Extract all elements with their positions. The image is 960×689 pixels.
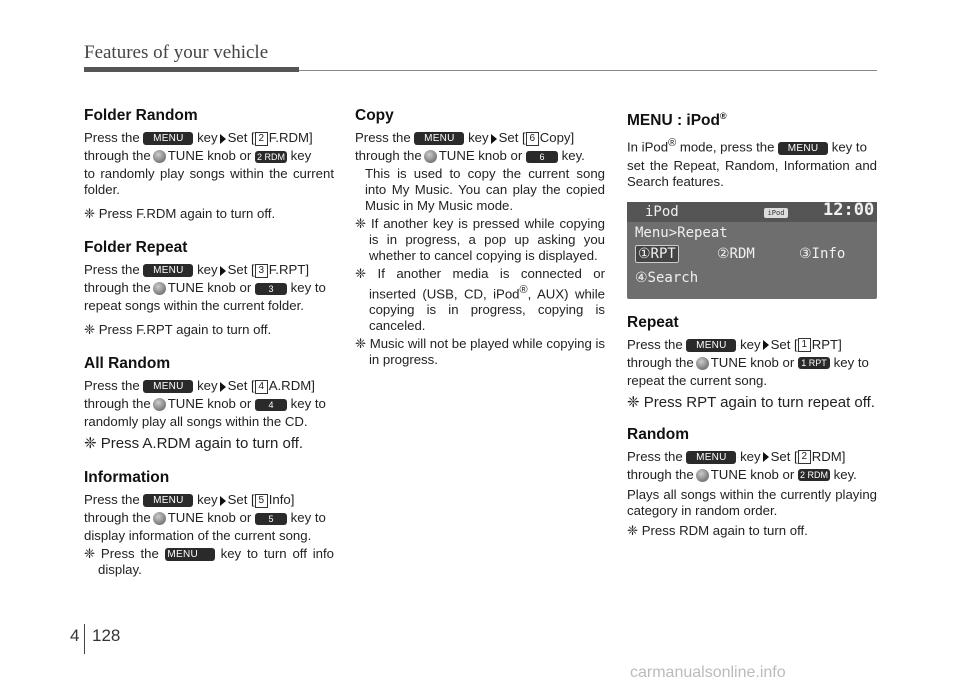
menu-key-badge: MENU [778,142,828,155]
section-repeat: Repeat Press the MENU key Set [ 1 RPT] through the TUNE knob or 1 RPT key to repeat the current song. ❈ Press RPT again to turn repeat off. [627,315,877,413]
menu-key-badge: MENU [165,548,215,561]
watermark: carmanualsonline.info [630,664,786,681]
screen-option-rdm: ②RDM [717,245,755,262]
key-3-badge: 3 [255,283,287,295]
section-menu-ipod: MENU : iPod® In iPod® mode, press the MENU key to set the Repeat, Random, Information and Search features. [627,108,877,190]
key-2-icon: 2 [255,132,268,146]
screen-option-search: ④Search [635,269,699,286]
arrow-right-icon [220,382,226,392]
heading-menu-ipod: MENU : iPod® [627,111,727,130]
arrow-right-icon [220,496,226,506]
tune-knob-icon [153,512,166,525]
key-5-icon: 5 [255,494,268,508]
column-left [84,108,334,588]
menu-key-badge: MENU [686,451,736,464]
key-6-icon: 6 [526,132,539,146]
tune-knob-icon [696,469,709,482]
tune-knob-icon [153,150,166,163]
page-number: 128 [92,626,121,645]
screen-menu-path: Menu>Repeat [635,224,728,241]
key-4-icon: 4 [255,380,268,394]
heading-information: Information [84,469,170,486]
section-information: Information Press the MENU key Set [ 5 Info] through the TUNE knob or 5 key to display information of the current song. ❈ Press the MENU key to turn off info display. [84,469,334,577]
key-1-icon: 1 [798,338,811,352]
heading-random: Random [627,425,689,443]
rdm-2-key-badge: 2 RDM [799,470,828,481]
arrow-right-icon [763,340,769,350]
key-4-badge: 4 [255,399,287,411]
heading-folder-repeat: Folder Repeat [84,239,188,256]
page-header-title: Features of your vehicle [84,42,269,63]
ipod-menu-screen [627,199,877,299]
tune-knob-icon [153,398,166,411]
key-5-badge: 5 [255,513,287,525]
tune-knob-icon [424,150,437,163]
key-6-badge: 6 [526,151,558,163]
page-number-divider [84,624,85,654]
key-3-icon: 3 [255,264,268,278]
screen-clock: 12:00 [823,199,875,220]
section-all-random: All Random Press the MENU key Set [ 4 A.RDM] through the TUNE knob or 4 key to randomly play all songs within the CD. ❈ Press A.RDM again to turn off. [84,356,334,454]
menu-key-badge: MENU [143,380,193,393]
header-line [299,70,877,71]
menu-key-badge: MENU [143,264,193,277]
screen-mode-label: iPod [645,203,679,220]
arrow-right-icon [220,266,226,276]
section-folder-random: Folder Random Press the MENU key Set [ 2 F.RDM] through the TUNE knob or 2 RDM key to randomly play songs within the current folder. ❈ Press F.RDM again to turn off. [84,107,334,221]
tune-knob-icon [153,282,166,295]
section-folder-repeat: Folder Repeat Press the MENU key Set [ 3 F.RPT] through the TUNE knob or 3 key to repeat songs within the current folder. ❈ Press F.RPT again to turn off. [84,240,334,338]
heading-repeat: Repeat [627,313,679,331]
section-copy: Copy Press the MENU key Set [ 6 Copy] through the TUNE knob or 6 key. This is used to copy the current song into My Music. You can play the copied Music in My Music mode. ❈ If another key is pressed while copying is in progress, a pop up asking you whether to cancel copying is displayed. ❈ If another media is connected or inserted (USB, CD, iPod®, AUX) while copying is in progress, copying is canceled. ❈ Music will not be played while copying is in progress. [355,107,606,368]
menu-key-badge: MENU [414,132,464,145]
menu-key-badge: MENU [143,494,193,507]
menu-key-badge: MENU [686,339,736,352]
ipod-logo: iPod [764,208,788,218]
tune-knob-icon [696,357,709,370]
menu-key-badge: MENU [143,132,193,145]
screen-option-info: ③Info [799,245,846,262]
section-random: Random Press the MENU key Set [ 2 RDM] through the TUNE knob or 2 RDM key. Plays all songs within the currently playing category in random order. ❈ Press RDM again to turn off. [627,425,877,538]
header-bar [84,67,299,72]
arrow-right-icon [763,452,769,462]
key-2-icon: 2 [798,450,811,464]
arrow-right-icon [491,134,497,144]
heading-folder-random: Folder Random [84,107,198,124]
rpt-1-key-badge: 1 RPT [798,357,830,369]
rdm-2-key-badge: 2 RDM [256,151,285,162]
screen-option-rpt: ①RPT [635,245,679,263]
heading-copy: Copy [355,107,394,124]
chapter-number: 4 [70,626,80,645]
arrow-right-icon [220,134,226,144]
column-right [627,108,877,549]
column-middle [355,108,605,378]
heading-all-random: All Random [84,355,171,372]
